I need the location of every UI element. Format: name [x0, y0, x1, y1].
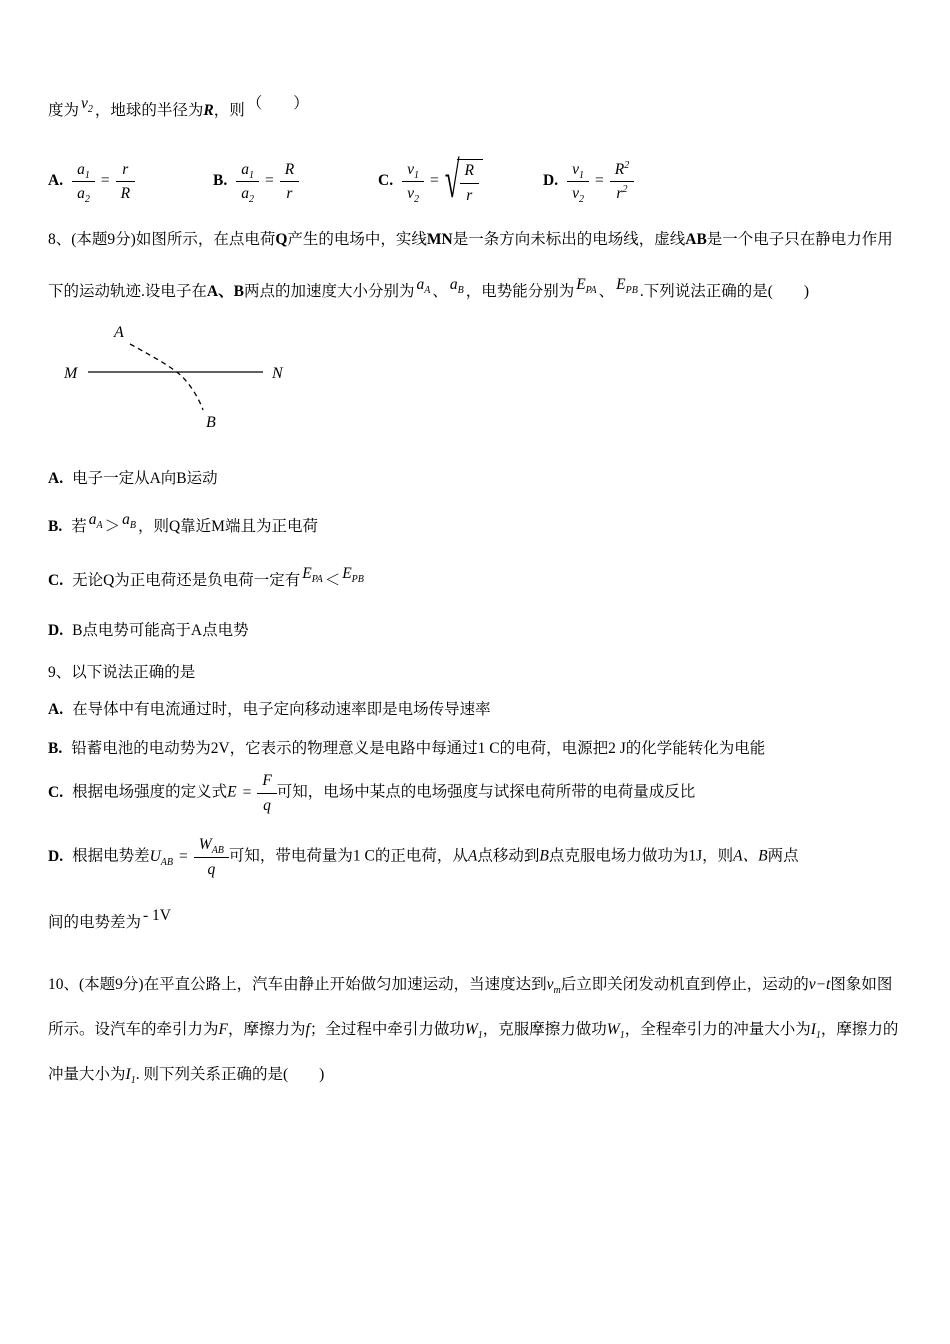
fraction-r-R — [116, 161, 135, 203]
subscript: 2 — [413, 194, 419, 206]
math-EPB — [342, 563, 364, 585]
text-run: 两点的加速度大小分别为 — [243, 283, 415, 300]
point-b-label: B — [206, 414, 216, 431]
superscript: 2 — [624, 159, 630, 171]
text-run: ，地球的半径为 — [94, 102, 204, 119]
q8-stem — [48, 214, 906, 318]
option-label: A. — [48, 701, 64, 719]
var-A: A — [467, 848, 478, 866]
text-run: 是一个电子只在静电力作用下的运动轨迹.设电子在 — [48, 231, 893, 300]
fraction-numerator — [567, 161, 589, 183]
text-run: 根据电场强度的定义式 — [72, 784, 228, 802]
text-run: 在导体中有电流通过时，电子定向移动速率即是电场传导速率 — [72, 701, 491, 719]
subscript: PB — [351, 574, 364, 586]
q7-stem-line — [48, 95, 906, 123]
var-base: E — [342, 565, 352, 583]
math-aB — [450, 259, 464, 311]
electron-trajectory-ab — [130, 344, 203, 410]
fraction-numerator — [236, 161, 259, 183]
q8-field-diagram — [60, 320, 360, 445]
math-EPB — [616, 259, 638, 311]
var-A-B: A、B — [733, 848, 768, 866]
var-base: U — [149, 848, 161, 866]
var-base: v — [546, 976, 554, 994]
fraction-a1-a2 — [236, 160, 259, 206]
fraction-numerator — [402, 161, 424, 183]
q8-option-a — [48, 468, 906, 490]
text-run: 9、以下说法正确的是 — [48, 664, 196, 682]
var-base: a — [241, 160, 249, 178]
fraction-a1-a2 — [72, 160, 95, 206]
math-W1 — [464, 1021, 483, 1042]
q8-option-b — [48, 511, 906, 538]
point-m-label: M — [64, 365, 78, 382]
greater-than-sign: ＞ — [104, 518, 121, 536]
var-base: E — [616, 276, 626, 293]
var-AB: AB — [685, 231, 707, 248]
text-run: ；全过程中牵引力做功 — [309, 1021, 465, 1039]
radical-sign-icon: √ — [444, 151, 460, 209]
math-vm — [546, 976, 561, 997]
math-EPA — [302, 563, 322, 585]
var-base: E — [302, 565, 312, 583]
text-run: 、 — [432, 283, 448, 300]
fraction-numerator: F — [257, 772, 276, 794]
var-base: v — [572, 185, 579, 202]
math-R: R — [203, 102, 214, 119]
less-than-sign: ＜ — [324, 572, 341, 590]
var-base: a — [77, 160, 85, 178]
text-run: ，摩擦力的冲量大小为 — [48, 1021, 899, 1084]
math-minus-1V: - 1V — [143, 907, 171, 925]
subscript: 2 — [578, 194, 584, 206]
subscript: B — [457, 285, 464, 297]
subscript: 1 — [815, 1030, 821, 1042]
var-base: v — [407, 185, 414, 202]
answer-blank: （ ） — [246, 95, 309, 112]
subscript: 2 — [84, 194, 90, 206]
option-label: D. — [48, 622, 64, 640]
var-base: a — [122, 511, 130, 529]
subscript: A — [96, 520, 103, 532]
var-base: I — [125, 1066, 131, 1084]
subscript: 1 — [413, 169, 419, 181]
var-base: v — [572, 160, 579, 178]
subscript: PA — [585, 285, 597, 297]
text-run: 图象如图所示。设汽车的牵引力为 — [48, 976, 893, 1039]
text-run: 电子一定从A向B运动 — [72, 470, 218, 488]
text-run: 点克服电场力做功为1J，则 — [548, 848, 734, 866]
text-run: 可知，带电荷量为1 C的正电荷，从 — [228, 848, 468, 866]
option-label: D. — [48, 848, 64, 866]
text-run: 是一条方向未标出的电场线，虚线 — [452, 231, 686, 248]
q7-option-c — [378, 151, 543, 209]
text-run: 间的电势差为 — [48, 914, 142, 932]
q8-figure — [60, 320, 906, 452]
text-run: 根据电势差 — [72, 848, 150, 866]
subscript: AB — [211, 845, 224, 857]
superscript: 2 — [622, 183, 628, 195]
text-run: 8、(本题9分)如图所示，在点电荷 — [48, 231, 276, 248]
option-label: B. — [48, 518, 63, 536]
text-run: 产生的电场中，实线 — [287, 231, 427, 248]
q9-option-c — [48, 772, 906, 814]
equals-sign: = — [429, 172, 439, 190]
subscript: PB — [625, 285, 638, 297]
text-run: 若 — [71, 518, 87, 536]
text-run: ，电势能分别为 — [465, 283, 575, 300]
equals-sign: = — [242, 784, 252, 802]
math-v-t: v−t — [808, 976, 831, 994]
var-base: E — [576, 276, 586, 293]
text-run: B点电势可能高于A点电势 — [72, 622, 249, 640]
text-run: 、 — [598, 283, 615, 300]
var-base: r — [616, 185, 623, 202]
q9-option-d-continuation — [48, 907, 906, 934]
text-run: ，克服摩擦力做功 — [482, 1021, 607, 1039]
equals-sign: = — [100, 172, 110, 190]
text-run: 无论Q为正电荷还是负电荷一定有 — [72, 572, 301, 590]
text-run: ，摩擦力为 — [227, 1021, 306, 1039]
fraction-denominator: q — [263, 796, 271, 814]
var-B: B — [539, 848, 549, 866]
fraction-denominator: r — [286, 185, 293, 202]
fraction-R2-r2 — [610, 161, 634, 203]
fraction-denominator — [567, 182, 589, 206]
var-f: f — [305, 1021, 310, 1039]
q10-stem — [48, 962, 906, 1097]
math-I1b — [125, 1066, 136, 1087]
option-label: C. — [48, 572, 64, 590]
fraction-numerator — [610, 161, 634, 183]
text-run: 后立即关闭发动机直到停止，运动的 — [560, 976, 809, 994]
math-W1b — [606, 1021, 625, 1042]
var-base: a — [449, 276, 458, 293]
text-run: 两点 — [767, 848, 799, 866]
var-MN: MN — [426, 231, 453, 248]
subscript: 1 — [477, 1030, 483, 1042]
fraction-F-over-q — [257, 772, 276, 814]
subscript: A — [424, 285, 431, 297]
fraction-numerator: r — [116, 161, 135, 183]
fraction-WAB-over-q — [194, 836, 229, 878]
fraction-denominator — [72, 182, 95, 206]
option-label: B. — [48, 740, 63, 758]
fraction-numerator — [72, 161, 95, 183]
option-label: A. — [48, 172, 64, 190]
text-run: ，则Q靠近M端且为正电荷 — [137, 518, 318, 536]
subscript: 1 — [619, 1030, 625, 1042]
text-run: 度为 — [48, 102, 80, 119]
fraction-numerator: R — [460, 162, 479, 184]
math-EPA — [576, 259, 596, 311]
option-label: C. — [48, 784, 64, 802]
var-base: W — [606, 1021, 620, 1039]
math-I1 — [810, 1021, 821, 1042]
var-Q: Q — [275, 231, 288, 248]
q9-stem — [48, 662, 906, 684]
option-label: A. — [48, 470, 64, 488]
fraction-denominator: r — [466, 186, 473, 204]
math-aB — [122, 509, 136, 531]
var-F: F — [218, 1021, 228, 1039]
fraction-denominator — [236, 182, 259, 206]
var-base: W — [198, 836, 212, 854]
var-A-B: A、B — [206, 283, 244, 300]
math-UAB — [149, 848, 174, 869]
equals-sign: = — [594, 172, 604, 190]
square-root — [444, 151, 483, 209]
fraction-numerator: R — [280, 161, 299, 183]
var-base: I — [810, 1021, 816, 1039]
subscript: PA — [311, 574, 323, 586]
subscript: 1 — [248, 169, 254, 181]
var-base: a — [88, 511, 97, 529]
text-run: ，全程牵引力的冲量大小为 — [624, 1021, 811, 1039]
option-label: D. — [543, 172, 559, 190]
text-run: . 则下列关系正确的是( ) — [135, 1066, 325, 1084]
fraction-denominator — [402, 182, 424, 206]
fraction-numerator — [194, 836, 229, 858]
text-run: ，则 — [213, 102, 245, 119]
fraction-denominator — [610, 182, 634, 203]
math-aA — [416, 259, 430, 311]
var-base: v — [81, 95, 88, 112]
var-base: R — [614, 160, 625, 178]
q9-option-b — [48, 738, 906, 760]
fraction-R-r — [280, 161, 299, 203]
fraction-v1-v2 — [402, 160, 424, 206]
subscript: 1 — [84, 169, 90, 181]
q9-option-a — [48, 699, 906, 721]
subscript: B — [129, 520, 136, 532]
point-n-label: N — [272, 365, 283, 382]
equals-sign: = — [264, 172, 274, 190]
var-base: a — [241, 185, 249, 202]
var-base: a — [416, 276, 425, 293]
text-run: 10、(本题9分)在平直公路上，汽车由静止开始做匀加速运动，当速度达到 — [48, 976, 547, 994]
var-base: v — [407, 160, 414, 178]
subscript: AB — [160, 857, 174, 869]
q7-option-a — [48, 160, 213, 206]
math-aA — [89, 509, 103, 531]
text-run: 可知，电场中某点的电场强度与试探电荷所带的电荷量成反比 — [276, 784, 696, 802]
equals-sign: = — [179, 848, 188, 866]
q7-option-d — [543, 159, 708, 206]
fraction-denominator: q — [207, 860, 216, 878]
text-run: 铅蓄电池的电动势为2V，它表示的物理意义是电路中每通过1 C的电荷，电源把2 J的化学能转化为电能 — [71, 740, 766, 758]
math-v2 — [81, 92, 93, 116]
var-base: W — [464, 1021, 478, 1039]
q8-option-d — [48, 620, 906, 642]
text-run: 点移动到 — [477, 848, 540, 866]
point-a-label: A — [114, 324, 124, 341]
var-base: a — [77, 185, 85, 202]
radicand — [457, 159, 483, 204]
math-E: E — [227, 784, 237, 802]
subscript: 1 — [130, 1075, 136, 1087]
subscript: 1 — [578, 169, 584, 181]
subscript: m — [553, 985, 561, 997]
fraction-v1-v2 — [567, 160, 589, 206]
option-label: C. — [378, 172, 394, 190]
option-label: B. — [213, 172, 228, 190]
q8-option-c — [48, 565, 906, 592]
text-run: .下列说法正确的是( ) — [639, 283, 810, 300]
q9-option-d — [48, 836, 906, 878]
q7-options-row — [48, 151, 906, 209]
q7-option-b — [213, 160, 378, 206]
fraction-R-r — [460, 162, 479, 204]
fraction-denominator: R — [120, 185, 131, 202]
subscript: 2 — [87, 104, 93, 116]
subscript: 2 — [248, 194, 254, 206]
